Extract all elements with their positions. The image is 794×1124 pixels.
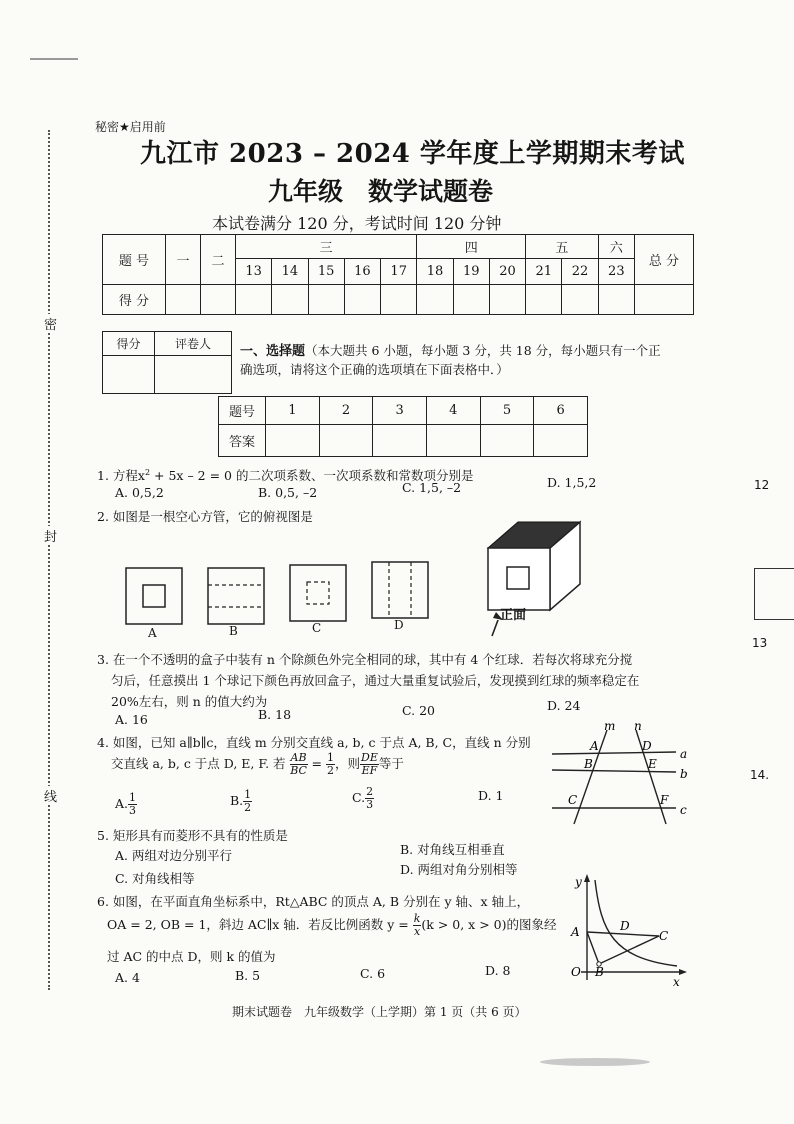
q2-label-a: A	[148, 626, 157, 640]
score-table-label-score: 得 分	[103, 285, 166, 315]
page-footer: 期末试题卷 九年级数学（上学期）第 1 页（共 6 页）	[232, 1005, 527, 1019]
q2-stem: 2. 如图是一根空心方管，它的俯视图是	[97, 509, 313, 524]
q6-label-x: x	[673, 975, 680, 989]
q4-option-a-frac	[128, 792, 137, 817]
q4-label-D: D	[642, 739, 652, 753]
exam-title: 九江市 2023 – 2024 学年度上学期期末考试	[140, 139, 685, 169]
q6-hyperbola	[595, 880, 677, 966]
score-table-section-5: 五	[526, 235, 599, 259]
answer-table-answer-label: 答案	[219, 425, 266, 457]
q4-option-b-frac	[243, 789, 252, 814]
q5-option-a: A. 两组对边分别平行	[115, 848, 232, 863]
q4-ab: AB	[290, 751, 307, 764]
q6-line2	[107, 913, 556, 938]
score-table-q22: 22	[562, 259, 598, 285]
q4-option-b	[230, 789, 252, 814]
q4-option-c-num: 2	[366, 785, 374, 798]
binding-dotted-line	[48, 130, 50, 990]
score-table-q15: 15	[308, 259, 344, 285]
q6-figure	[565, 872, 695, 990]
answer-table-num-6: 6	[534, 397, 588, 425]
scan-mark-top	[30, 58, 78, 60]
grader-name-label: 评卷人	[155, 332, 232, 356]
q4-tail: 等于	[378, 756, 404, 771]
q3-option-a: A. 16	[115, 712, 148, 727]
score-table-q16: 16	[344, 259, 380, 285]
score-cell[interactable]	[598, 285, 634, 315]
q4-option-b-num: 1	[244, 788, 252, 801]
q6-option-a: A. 4	[115, 970, 140, 985]
answer-table-num-1: 1	[266, 397, 320, 425]
answer-table-label: 题号	[219, 397, 266, 425]
q4-label-b: b	[680, 767, 688, 781]
q1-option-b: B. 0,5, –2	[258, 485, 318, 500]
score-table-section-6: 六	[598, 235, 634, 259]
score-cell[interactable]	[236, 285, 272, 315]
score-table-label-number: 题 号	[103, 235, 166, 285]
right-edge-number-14: 14.	[750, 768, 770, 782]
q6-option-d: D. 8	[485, 963, 511, 978]
q4-label-n: n	[634, 720, 642, 733]
q6-segment-ab	[587, 932, 599, 964]
right-edge-number-13: 13	[752, 636, 768, 650]
q4-option-a-den: 3	[129, 804, 137, 817]
q4-option-b-den: 2	[244, 801, 252, 814]
answer-table-num-5: 5	[480, 397, 534, 425]
answer-table-num-4: 4	[426, 397, 480, 425]
score-cell[interactable]	[635, 285, 694, 315]
score-table-q19: 19	[453, 259, 489, 285]
binding-char-mi: 密	[44, 314, 57, 333]
q4-option-c-den: 3	[366, 798, 374, 811]
score-table-q17: 17	[381, 259, 417, 285]
q6-label-A: A	[571, 925, 580, 939]
q4-label-A: A	[590, 739, 599, 753]
section1-title: 一、选择题	[240, 344, 306, 359]
q6-label-y: y	[575, 875, 582, 889]
section1-desc1: （本大题共 6 小题，每小题 3 分，共 18 分，每小题只有一个正	[305, 343, 661, 358]
q6-label-O: O	[571, 965, 581, 979]
q6-option-c: C. 6	[360, 966, 386, 981]
q5-option-b: B. 对角线互相垂直	[400, 842, 505, 857]
q6-label-C: C	[659, 929, 669, 943]
section1-heading	[240, 340, 661, 359]
answer-cell[interactable]	[426, 425, 480, 457]
answer-table-num-2: 2	[319, 397, 373, 425]
score-table-section-4: 四	[417, 235, 526, 259]
score-cell[interactable]	[489, 285, 525, 315]
score-table-section-2: 二	[201, 235, 236, 285]
q4-option-c	[352, 786, 374, 811]
answer-cell[interactable]	[534, 425, 588, 457]
q2-label-c: C	[312, 621, 322, 635]
answer-cell[interactable]	[319, 425, 373, 457]
score-cell[interactable]	[417, 285, 453, 315]
score-table	[102, 234, 694, 315]
q4-eq: =	[307, 756, 326, 771]
q4-label-c: c	[680, 803, 687, 817]
q4-ratio-ab-bc	[290, 752, 308, 777]
q4-line1: 4. 如图，已知 a∥b∥c，直线 m 分别交直线 a, b, c 于点 A, B, C，直线 n 分别	[97, 735, 531, 750]
score-table-q23: 23	[598, 259, 634, 285]
score-cell[interactable]	[166, 285, 201, 315]
q3-line1: 3. 在一个不透明的盒子中装有 n 个除颜色外完全相同的球，其中有 4 个红球．若每次将球充分搅	[97, 652, 633, 667]
answer-table-num-3: 3	[373, 397, 427, 425]
q4-option-d: D. 1	[478, 788, 504, 803]
q4-line2	[111, 752, 404, 777]
q2-label-d: D	[394, 618, 404, 632]
q5-option-d: D. 两组对角分别相等	[400, 862, 518, 877]
q1-option-c: C. 1,5, –2	[402, 480, 462, 495]
q5-option-c: C. 对角线相等	[115, 871, 195, 886]
q4-ratio-half	[326, 752, 335, 777]
q6-x: x	[413, 925, 421, 938]
q4-label-B: B	[584, 757, 593, 771]
score-cell[interactable]	[272, 285, 308, 315]
score-table-q21: 21	[526, 259, 562, 285]
q4-label-F: F	[660, 793, 669, 807]
score-cell[interactable]	[201, 285, 236, 315]
q5-stem: 5. 矩形具有而菱形不具有的性质是	[97, 828, 288, 843]
q4-ef: EF	[361, 764, 378, 777]
q6-k: k	[413, 912, 421, 925]
q4-option-a-letter: A.	[115, 796, 129, 811]
q6-line1: 6. 如图，在平面直角坐标系中，Rt△ABC 的顶点 A, B 分别在 y 轴、x 轴上，	[97, 894, 530, 909]
q4-option-a	[115, 792, 137, 817]
binding-char-xian: 线	[44, 786, 57, 805]
secret-label: 秘密★启用前	[95, 120, 166, 134]
q4-option-c-frac	[365, 786, 374, 811]
q2-front-label: 正面	[500, 608, 527, 623]
exam-info: 本试卷满分 120 分，考试时间 120 分钟	[212, 214, 502, 233]
q6-line2-text-a: OA = 2, OB = 1，斜边 AC∥x 轴．若反比例函数 y =	[107, 917, 409, 932]
q6-segment-bc	[599, 936, 659, 964]
grader-score-cell[interactable]	[103, 356, 155, 394]
score-table-section-3: 三	[236, 235, 417, 259]
q6-option-b: B. 5	[235, 968, 261, 983]
right-edge-number-12: 12	[754, 478, 770, 492]
q3-line2: 匀后，任意摸出 1 个球记下颜色再放回盒子，通过大量重复试验后，发现摸到红球的频率稳定在	[111, 673, 640, 688]
q6-line2-text-b: (k > 0, x > 0)的图象经	[421, 917, 557, 932]
score-table-q13: 13	[236, 259, 272, 285]
answer-cell[interactable]	[480, 425, 534, 457]
q4-two: 2	[326, 764, 334, 777]
q4-one: 1	[326, 751, 334, 764]
q4-option-c-letter: C.	[352, 790, 366, 805]
q1-option-d: D. 1,5,2	[547, 475, 597, 490]
q4-line-a	[552, 752, 676, 754]
q4-option-b-letter: B.	[230, 793, 244, 808]
q4-bc: BC	[290, 764, 307, 777]
q1-option-a: A. 0,5,2	[115, 485, 164, 500]
q6-label-B: B	[595, 965, 604, 979]
score-cell[interactable]	[526, 285, 562, 315]
q1-stem-a: 1. 方程x	[97, 468, 145, 483]
answer-table	[218, 396, 588, 457]
score-table-section-1: 一	[166, 235, 201, 285]
q6-line3: 过 AC 的中点 D，则 k 的值为	[107, 949, 276, 964]
q2-label-b: B	[229, 624, 238, 638]
grader-table	[102, 331, 232, 394]
q2-option-d-figure	[372, 562, 428, 618]
q4-de: DE	[361, 751, 378, 764]
score-table-q14: 14	[272, 259, 308, 285]
score-table-q20: 20	[489, 259, 525, 285]
score-cell[interactable]	[562, 285, 598, 315]
binding-char-feng: 封	[44, 526, 57, 545]
q2-option-c-figure	[290, 565, 346, 621]
section1-desc2: 确选项，请将这个正确的选项填在下面表格中．）	[240, 362, 509, 377]
q1-sup: 2	[144, 467, 151, 477]
q4-label-m: m	[604, 720, 616, 733]
answer-cell[interactable]	[266, 425, 320, 457]
q4-ratio-de-ef	[360, 752, 379, 777]
grader-name-cell[interactable]	[155, 356, 232, 394]
right-edge-box	[754, 568, 794, 620]
q6-label-D: D	[620, 919, 630, 933]
answer-cell[interactable]	[373, 425, 427, 457]
q4-line-b	[552, 770, 676, 772]
q3-option-c: C. 20	[402, 703, 435, 718]
q2-figures	[110, 520, 610, 650]
q2-option-b-figure	[208, 568, 264, 624]
q1-stem-b: + 5x – 2 = 0 的二次项系数、一次项系数和常数项分别是	[150, 468, 474, 483]
grader-score-label: 得分	[103, 332, 155, 356]
q3-option-b: B. 18	[258, 707, 292, 722]
q4-label-E: E	[648, 757, 657, 771]
q4-figure	[550, 720, 700, 830]
q4-label-a: a	[680, 747, 688, 761]
score-table-total: 总 分	[635, 235, 694, 285]
scan-mark-bottom	[540, 1058, 650, 1066]
q3-option-d: D. 24	[547, 698, 581, 713]
q2-option-a-figure	[126, 568, 182, 624]
q4-line2-text: 交直线 a, b, c 于点 D, E, F. 若	[111, 756, 286, 771]
score-cell[interactable]	[344, 285, 380, 315]
score-table-q18: 18	[417, 259, 453, 285]
q3-line3: 20%左右，则 n 的值大约为	[111, 694, 268, 709]
q4-then: ，则	[334, 756, 360, 771]
q4-option-a-num: 1	[129, 791, 137, 804]
score-cell[interactable]	[453, 285, 489, 315]
score-cell[interactable]	[308, 285, 344, 315]
exam-subtitle: 九年级 数学试题卷	[268, 177, 494, 206]
score-cell[interactable]	[381, 285, 417, 315]
q4-label-C: C	[568, 793, 578, 807]
